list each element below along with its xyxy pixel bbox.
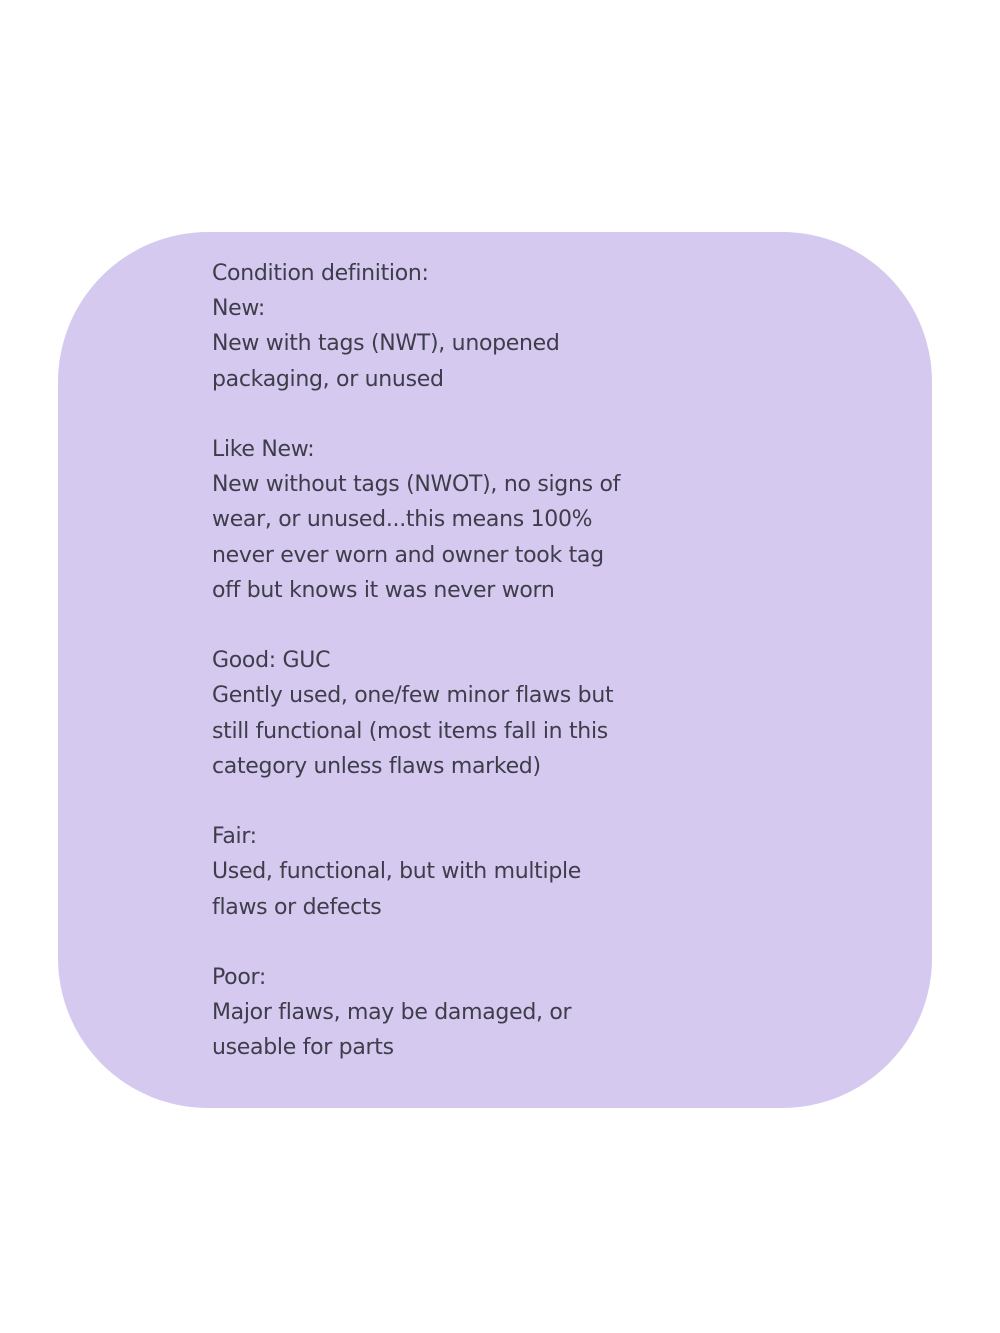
section-line: still functional (most items fall in this: [212, 718, 608, 744]
section-new: [212, 291, 852, 397]
section-good: [212, 643, 852, 784]
section-line: category unless flaws marked): [212, 753, 541, 779]
section-title-poor: Poor:: [212, 965, 266, 990]
condition-card: [58, 232, 932, 1108]
section-like-new: [212, 432, 852, 608]
section-line: Gently used, one/few minor flaws but: [212, 683, 614, 709]
spacer: [212, 784, 852, 819]
section-title-fair: Fair:: [212, 824, 257, 850]
section-fair: [212, 819, 852, 925]
section-line: useable for parts: [212, 1035, 394, 1061]
section-poor: [212, 960, 852, 1066]
section-line: never ever worn and owner took tag: [212, 542, 604, 568]
section-line: Used, functional, but with multiple: [212, 859, 582, 885]
card-heading: Condition definition:: [212, 261, 429, 286]
section-title-new: New:: [212, 296, 265, 322]
section-line: off but knows it was never worn: [212, 577, 555, 603]
section-line: wear, or unused...this means 100%: [212, 507, 593, 533]
card-content: [212, 256, 852, 1066]
spacer: [212, 925, 852, 960]
spacer: [212, 608, 852, 643]
section-title-like-new: Like New:: [212, 437, 315, 462]
spacer: [212, 397, 852, 432]
section-line: flaws or defects: [212, 894, 382, 920]
section-title-good: Good: GUC: [212, 648, 331, 674]
section-line: Major flaws, may be damaged, or: [212, 1000, 572, 1026]
section-line: New without tags (NWOT), no signs of: [212, 472, 621, 498]
section-line: packaging, or unused: [212, 366, 444, 392]
section-line: New with tags (NWT), unopened: [212, 331, 560, 357]
